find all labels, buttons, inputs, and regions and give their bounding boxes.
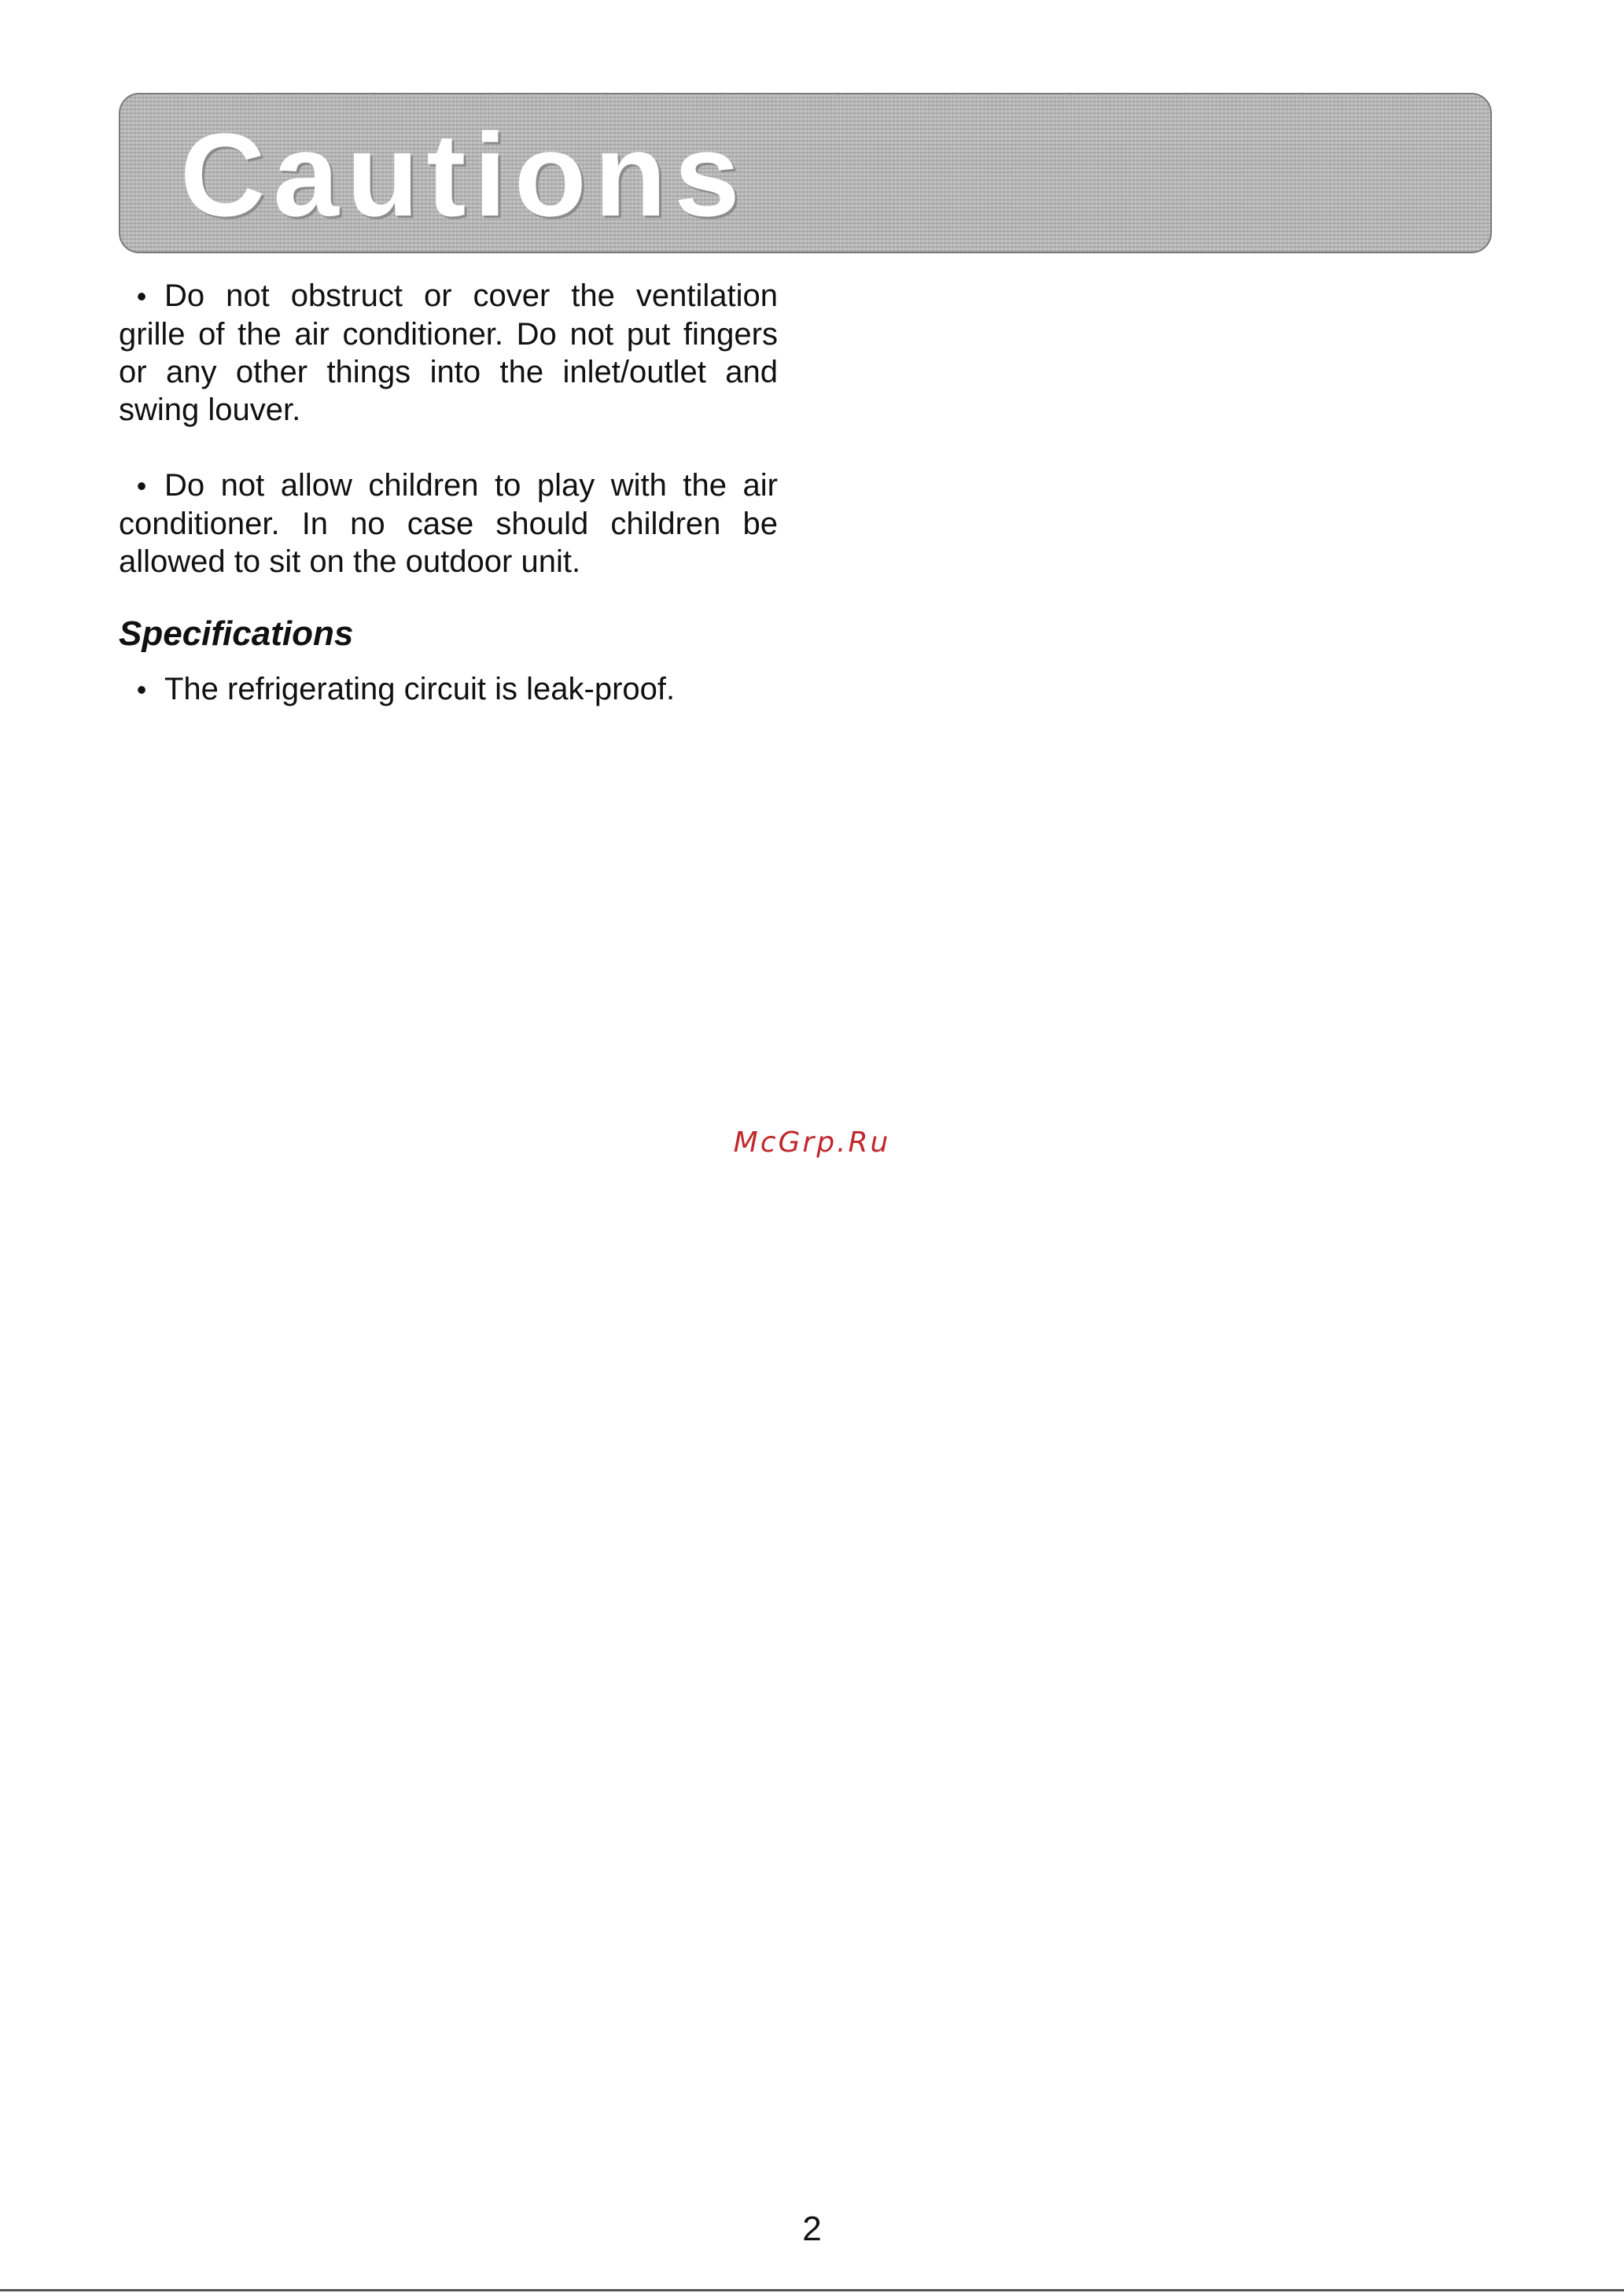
- caution-text: Do not obstruct or cover the ventilation grille of the air conditioner. Do not put fingers or any other things into the inlet/outlet and swing louver.: [119, 278, 778, 427]
- specifications-heading: Specifications: [119, 614, 354, 653]
- page-title: Cautions: [180, 109, 748, 241]
- specification-text: The refrigerating circuit is leak-proof.: [164, 672, 676, 706]
- cautions-banner: [119, 93, 1492, 253]
- specification-item: [119, 670, 778, 709]
- watermark: McGrp.Ru: [733, 1126, 891, 1159]
- caution-text: Do not allow children to play with the air conditioner. In no case should children be allowed to sit on the outdoor unit.: [119, 468, 778, 579]
- bottom-rule: [0, 2289, 1624, 2291]
- caution-item-ventilation: [119, 277, 778, 429]
- bullet-icon: •: [136, 470, 147, 502]
- bullet-icon: •: [136, 673, 147, 706]
- caution-item-children: [119, 466, 778, 581]
- bullet-icon: •: [136, 280, 147, 312]
- page-number: 2: [802, 2210, 822, 2248]
- content-column: [119, 277, 778, 709]
